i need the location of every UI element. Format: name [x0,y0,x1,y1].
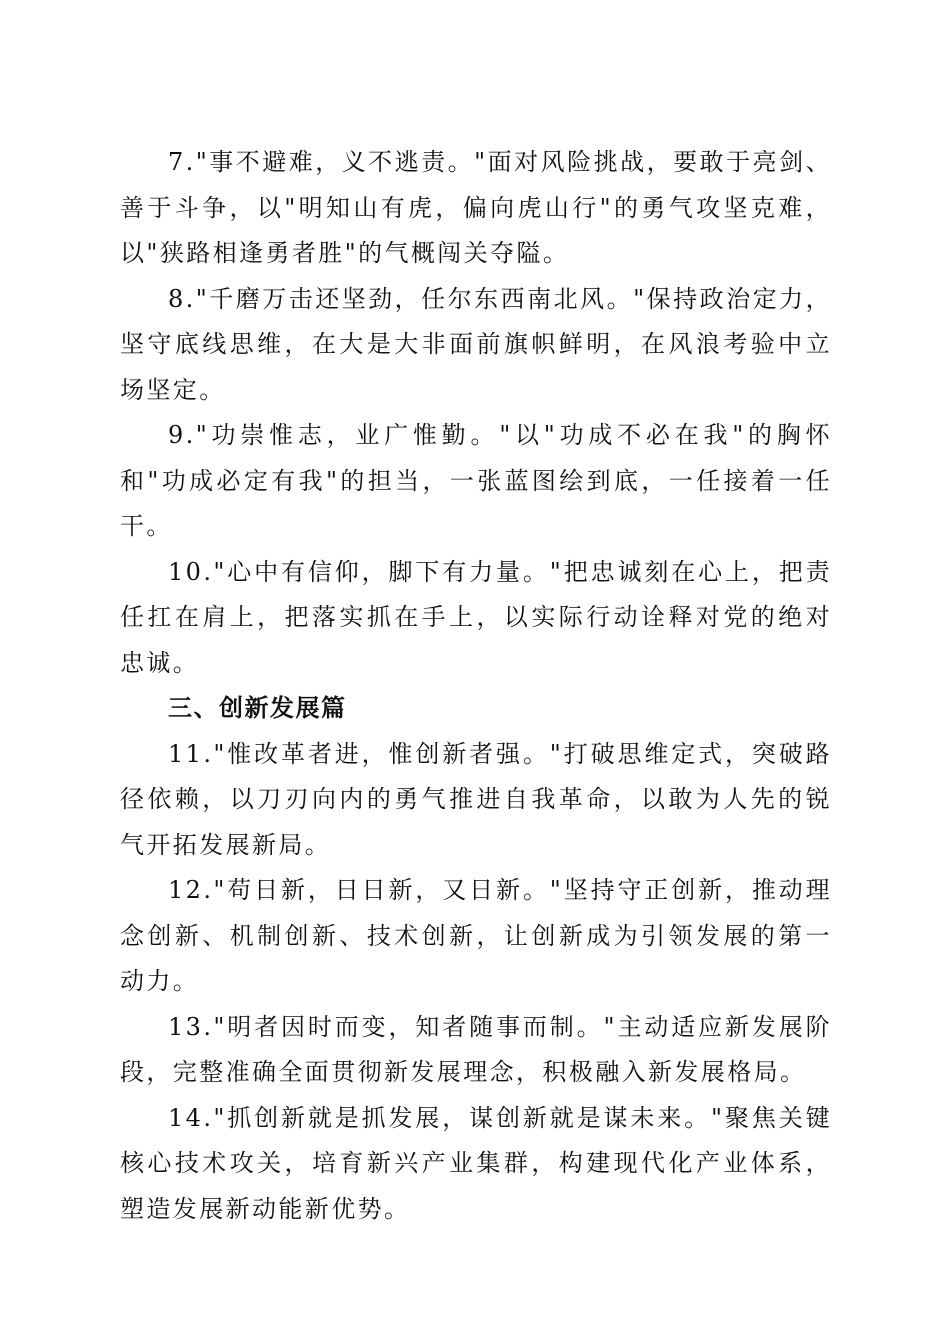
paragraph-7: 7."事不避难，义不逃责。"面对风险挑战，要敢于亮剑、善于斗争，以"明知山有虎，偏向虎山行"的勇气攻坚克难，以"狭路相逢勇者胜"的气概闯关夺隘。 [120,148,832,267]
paragraph-8: 8."千磨万击还坚劲，任尔东西南北风。"保持政治定力，坚守底线思维，在大是大非面前旗帜鲜明，在风浪考验中立场坚定。 [120,284,832,404]
section-heading: 三、创新发展篇 [168,694,347,722]
paragraph-13: 13."明者因时而变，知者随事而制。"主动适应新发展阶段，完整准确全面贯彻新发展理念，积极融入新发展格局。 [120,1012,832,1086]
paragraph-10: 10."心中有信仰，脚下有力量。"把忠诚刻在心上，把责任扛在肩上，把落实抓在手上，以实际行动诠释对党的绝对忠诚。 [120,557,832,677]
paragraph-9: 9."功崇惟志，业广惟勤。"以"功成不必在我"的胸怀和"功成必定有我"的担当，一张蓝图绘到底，一任接着一任干。 [120,421,832,540]
paragraph-11: 11."惟改革者进，惟创新者强。"打破思维定式，突破路径依赖，以刀刃向内的勇气推进自我革命，以敢为人先的锐气开拓发展新局。 [120,739,832,859]
paragraph-12: 12."苟日新，日日新，又日新。"坚持守正创新，推动理念创新、机制创新、技术创新，让创新成为引领发展的第一动力。 [120,876,832,995]
document-body [120,140,832,1232]
paragraph-14: 14."抓创新就是抓发展，谋创新就是谋未来。"聚焦关键核心技术攻关，培育新兴产业集群，构建现代化产业体系，塑造发展新动能新优势。 [120,1103,832,1223]
